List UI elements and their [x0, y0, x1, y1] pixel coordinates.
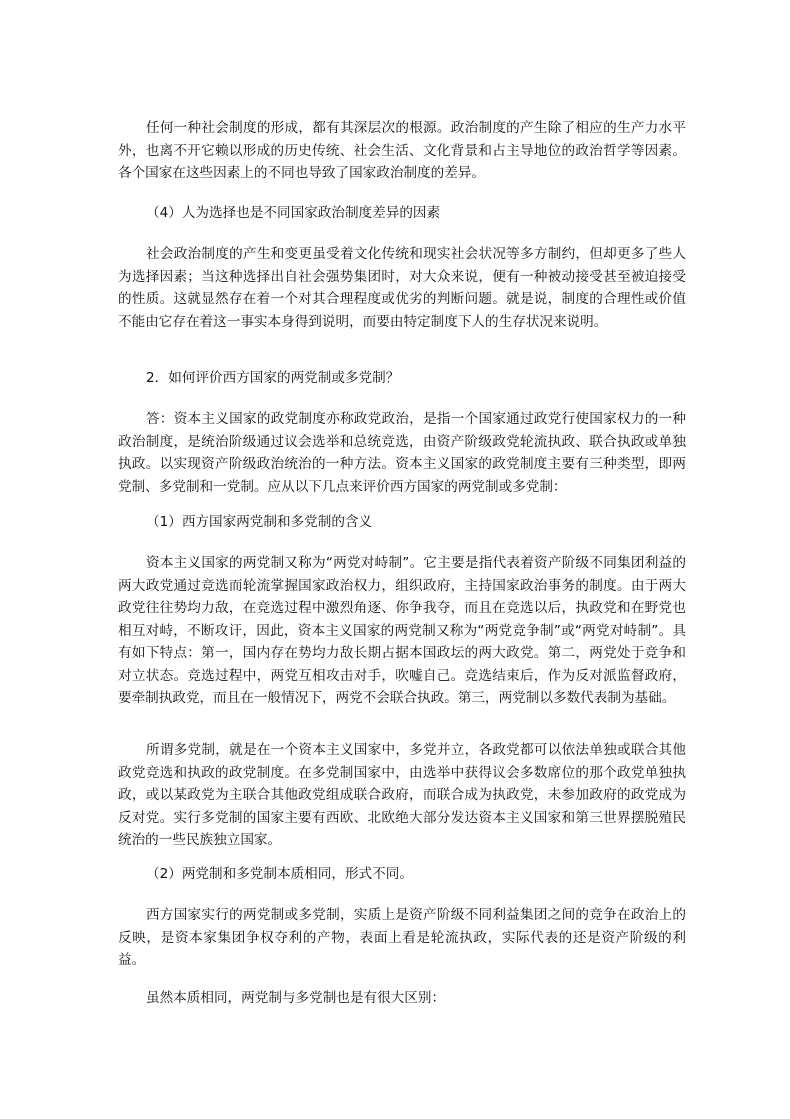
paragraph-multi-party: 所谓多党制，就是在一个资本主义国家中，多党并立，各政党都可以依法单独或联合其他政党竞选和执政的政党制度。在多党制国家中，由选举中获得议会多数席位的那个政党单独执政，或以某政党为主联合其他政党组成联合政府，而联合成为执政党，未参加政府的政党成为反对党。实行多党制的国家主要有西欧、北欧绝大部分发达资本主义国家和第三世界摆脱殖民统治的一些民族独立国家。	[118, 742, 686, 848]
paragraph-institution-origin: 任何一种社会制度的形成，都有其深层次的根源。政治制度的产生除了相应的生产力水平外，也离不开它赖以形成的历史传统、社会生活、文化背景和占主导地位的政治哲学等因素。各个国家在这些因素上的不同也导致了国家政治制度的差异。	[118, 120, 686, 181]
heading-same-essence: （2）两党制和多党制本质相同，形式不同。	[146, 866, 413, 882]
paragraph-essence: 西方国家实行的两党制或多党制，实质上是资产阶级不同利益集团之间的竞争在政治上的反映，是资本家集团争权夺利的产物，表面上看是轮流执政，实际代表的还是资产阶级的利益。	[118, 907, 686, 968]
heading-meaning: （1）西方国家两党制和多党制的含义	[146, 514, 373, 530]
paragraph-answer-intro: 答：资本主义国家的政党制度亦称政党政治，是指一个国家通过政党行使国家权力的一种政治制度，是统治阶级通过议会选举和总统竞选，由资产阶级政党轮流执政、联合执政或单独执政。以实现资产阶级政治统治的一种方法。资本主义国家的政党制度主要有三种类型，即两党制、多党制和一党制。应从以下几点来评价西方国家的两党制或多党制：	[118, 411, 686, 495]
paragraph-difference: 虽然本质相同，两党制与多党制也是有很大区别：	[146, 990, 446, 1006]
question-2-heading: 2．如何评价西方国家的两党制或多党制？	[146, 370, 400, 386]
paragraph-human-choice: 社会政治制度的产生和变更虽受着文化传统和现实社会状况等多方制约，但却更多了些人为选择因素；当这种选择出自社会强势集团时，对大众来说，便有一种被动接受甚至被迫接受的性质。这就显然存在着一个对其合理程度或优劣的判断问题。就是说，制度的合理性或价值不能由它存在着这一事实本身得到说明，而要由特定制度下人的生存状况来说明。	[118, 246, 686, 330]
paragraph-two-party: 资本主义国家的两党制又称为“两党对峙制”。它主要是指代表着资产阶级不同集团利益的两大政党通过竞选而轮流掌握国家政治权力，组织政府，主持国家政治事务的制度。由于两大政党往往势均力敌，在竞选过程中激烈角逐、你争我夺，而且在竞选以后，执政党和在野党也相互对峙，不断攻讦，因此，资本主义国家的两党制又称为“两党竞争制”或“两党对峙制”。具有如下特点：第一，国内存在势均力敌长期占据本国政坛的两大政党。第二，两党处于竞争和对立状态。竞选过程中，两党互相攻击对手，吹嘘自己。竞选结束后，作为反对派监督政府，要牵制执政党，而且在一般情况下，两党不会联合执政。第三，两党制以多数代表制为基础。	[118, 555, 686, 706]
heading-human-choice: （4）人为选择也是不同国家政治制度差异的因素	[146, 205, 441, 221]
